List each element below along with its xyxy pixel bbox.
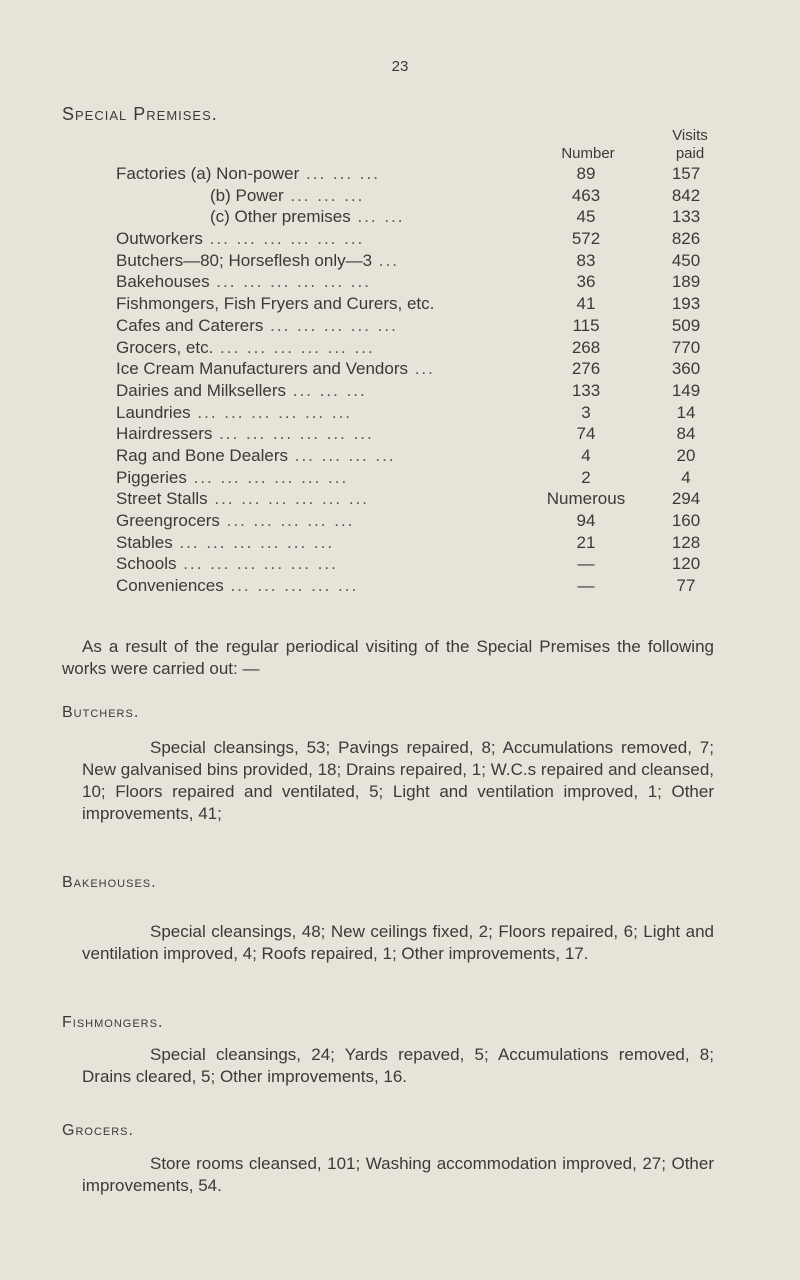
row-label-text: Dairies and Milksellers	[116, 380, 287, 400]
row-label	[116, 510, 536, 532]
row-leader-dots: ... ...	[350, 207, 405, 227]
intro-paragraph: As a result of the regular periodical visiting of the Special Premises the following works were carried out: —	[62, 637, 714, 678]
row-number: 41	[576, 294, 596, 314]
row-number: 115	[572, 315, 600, 335]
row-visits: 294	[671, 489, 701, 509]
table-row	[116, 553, 736, 575]
column-header-visits	[640, 127, 740, 163]
butchers-heading: Butchers.	[62, 704, 140, 721]
row-visits: 77	[676, 576, 696, 596]
table-row	[116, 250, 736, 272]
row-label	[116, 402, 536, 424]
row-number: 45	[576, 207, 596, 227]
table-row	[116, 271, 736, 293]
row-label-text: Hairdressers	[116, 424, 213, 444]
table-row	[116, 575, 736, 597]
row-label-text: Fishmongers, Fish Fryers and Curers, etc.	[116, 294, 435, 314]
row-label	[116, 467, 536, 489]
butchers-paragraph: Special cleansings, 53; Pavings repaired, 8; Accumulations removed, 7; New galvanised bins provided, 18; Drains repaired, 1; W.C.s repaired and cleansed, 10; Floors repaired and ventilated, 5; Light and ventilation improved, 1; Other improvements, 41;	[82, 738, 714, 823]
row-label	[210, 206, 536, 228]
table-row	[116, 185, 736, 207]
fishmongers-paragraph: Special cleansings, 24; Yards repaved, 5; Accumulations removed, 8; Drains cleared, 5; Other improvements, 16.	[82, 1045, 714, 1086]
row-number: 276	[571, 359, 601, 379]
table-row	[116, 206, 736, 228]
row-visits: 160	[671, 511, 701, 530]
row-leader-dots: ... ... ... ...	[288, 445, 396, 465]
row-label-text: Conveniences	[116, 576, 224, 596]
row-label	[116, 423, 536, 445]
row-leader-dots: ... ... ... ... ... ...	[190, 402, 353, 422]
row-label	[116, 575, 536, 597]
grocers-paragraph: Store rooms cleansed, 101; Washing accommodation improved, 27; Other improvements, 54.	[82, 1154, 714, 1195]
row-leader-dots: ... ... ... ... ... ...	[212, 424, 374, 444]
table-row	[116, 380, 736, 402]
row-leader-dots: ... ... ... ... ... ...	[207, 489, 370, 509]
row-label	[116, 337, 536, 359]
table-row	[116, 467, 736, 489]
section-title: Special Premises.	[62, 104, 218, 124]
row-leader-dots: ...	[407, 359, 435, 379]
column-header-number: Number	[561, 145, 615, 162]
row-label-text: Butchers—80; Horseflesh only—3	[116, 250, 373, 270]
row-label-text: (b) Power	[210, 185, 284, 205]
row-label-text: Stables	[116, 532, 173, 552]
row-number: 4	[581, 445, 591, 465]
row-label	[116, 228, 536, 250]
column-header-visits-line2: paid	[675, 145, 705, 162]
row-visits: 770	[671, 337, 701, 357]
row-number: —	[577, 554, 595, 574]
row-label-text: (c) Other premises	[210, 207, 351, 227]
row-number: 463	[571, 185, 601, 205]
row-leader-dots: ... ... ... ... ... ...	[202, 229, 365, 249]
row-label-text: Grocers, etc.	[116, 337, 214, 357]
row-number: 3	[581, 402, 591, 422]
row-number: 74	[576, 424, 596, 444]
table-row	[116, 337, 736, 359]
table-row	[116, 163, 736, 185]
row-leader-dots: ... ... ... ... ...	[219, 511, 355, 530]
row-label	[116, 380, 536, 402]
row-label	[116, 445, 536, 467]
row-visits: 4	[681, 467, 691, 487]
row-number: —	[577, 576, 595, 596]
row-leader-dots: ... ... ...	[299, 164, 380, 183]
row-visits: 826	[671, 229, 701, 249]
row-leader-dots: ...	[372, 250, 399, 270]
row-visits: 450	[671, 250, 701, 270]
row-number: 94	[576, 511, 596, 530]
row-label-text: Factories (a) Non-power	[116, 164, 300, 183]
column-header-visits-line1: Visits	[672, 127, 708, 144]
row-label-text: Bakehouses	[116, 272, 210, 292]
row-number: 2	[581, 467, 591, 487]
row-visits: 157	[671, 164, 701, 183]
row-label	[116, 358, 536, 380]
row-label-text: Rag and Bone Dealers	[116, 445, 289, 465]
row-label	[116, 553, 536, 575]
table-row	[116, 402, 736, 424]
row-visits: 189	[671, 272, 701, 292]
row-number: 36	[576, 272, 596, 292]
row-visits: 149	[671, 380, 701, 400]
row-leader-dots: ... ... ...	[286, 380, 367, 400]
row-leader-dots: ... ... ... ... ...	[223, 576, 359, 596]
row-label-text: Greengrocers	[116, 511, 220, 530]
row-label-text: Outworkers	[116, 229, 203, 249]
row-visits: 509	[671, 315, 701, 335]
row-visits: 84	[676, 424, 696, 444]
row-label	[116, 271, 536, 293]
table-row	[116, 315, 736, 337]
row-label	[116, 532, 536, 554]
row-leader-dots: ... ... ... ... ... ...	[186, 467, 349, 487]
row-label-text: Cafes and Caterers	[116, 315, 264, 335]
row-number: 268	[571, 337, 601, 357]
table-row	[116, 510, 736, 532]
page-number: 23	[391, 58, 409, 75]
table-row	[116, 445, 736, 467]
row-visits: 193	[671, 294, 701, 314]
table-row	[116, 423, 736, 445]
row-leader-dots: ... ... ... ... ... ...	[213, 337, 375, 357]
row-label-text: Ice Cream Manufacturers and Vendors	[116, 359, 408, 379]
row-number: Numerous	[546, 489, 626, 509]
row-label	[116, 488, 536, 510]
row-label	[116, 315, 536, 337]
row-leader-dots: ... ... ... ... ... ...	[209, 272, 371, 292]
row-label-text: Laundries	[116, 402, 191, 422]
table-row	[116, 532, 736, 554]
row-label	[116, 163, 536, 185]
row-number: 89	[576, 164, 596, 183]
row-visits: 120	[671, 554, 701, 574]
row-number: 83	[576, 250, 596, 270]
row-label-text: Schools	[116, 554, 177, 574]
table-row	[116, 228, 736, 250]
table-row	[116, 293, 736, 315]
row-label	[116, 250, 536, 272]
fishmongers-heading: Fishmongers.	[62, 1014, 164, 1031]
row-visits: 14	[676, 402, 696, 422]
row-leader-dots: ... ... ...	[283, 185, 365, 205]
bakehouses-heading: Bakehouses.	[62, 874, 157, 891]
row-visits: 360	[671, 359, 701, 379]
row-visits: 133	[671, 207, 701, 227]
row-number: 21	[576, 532, 596, 552]
row-leader-dots: ... ... ... ... ... ...	[172, 532, 335, 552]
row-leader-dots: ... ... ... ... ... ...	[176, 554, 338, 574]
row-leader-dots: ... ... ... ... ...	[263, 315, 398, 335]
row-label	[210, 185, 536, 207]
row-number: 133	[571, 380, 601, 400]
row-label	[116, 293, 536, 315]
row-number: 572	[571, 229, 601, 249]
grocers-heading: Grocers.	[62, 1122, 134, 1139]
bakehouses-paragraph: Special cleansings, 48; New ceilings fixed, 2; Floors repaired, 6; Light and ventilation improved, 4; Roofs repaired, 1; Other improvements, 17.	[82, 922, 714, 963]
row-visits: 842	[671, 185, 701, 205]
table-row	[116, 488, 736, 510]
row-visits: 20	[676, 445, 696, 465]
premises-table	[116, 163, 736, 597]
row-label-text: Piggeries	[116, 467, 187, 487]
table-row	[116, 358, 736, 380]
row-visits: 128	[671, 532, 701, 552]
row-label-text: Street Stalls	[116, 489, 208, 509]
